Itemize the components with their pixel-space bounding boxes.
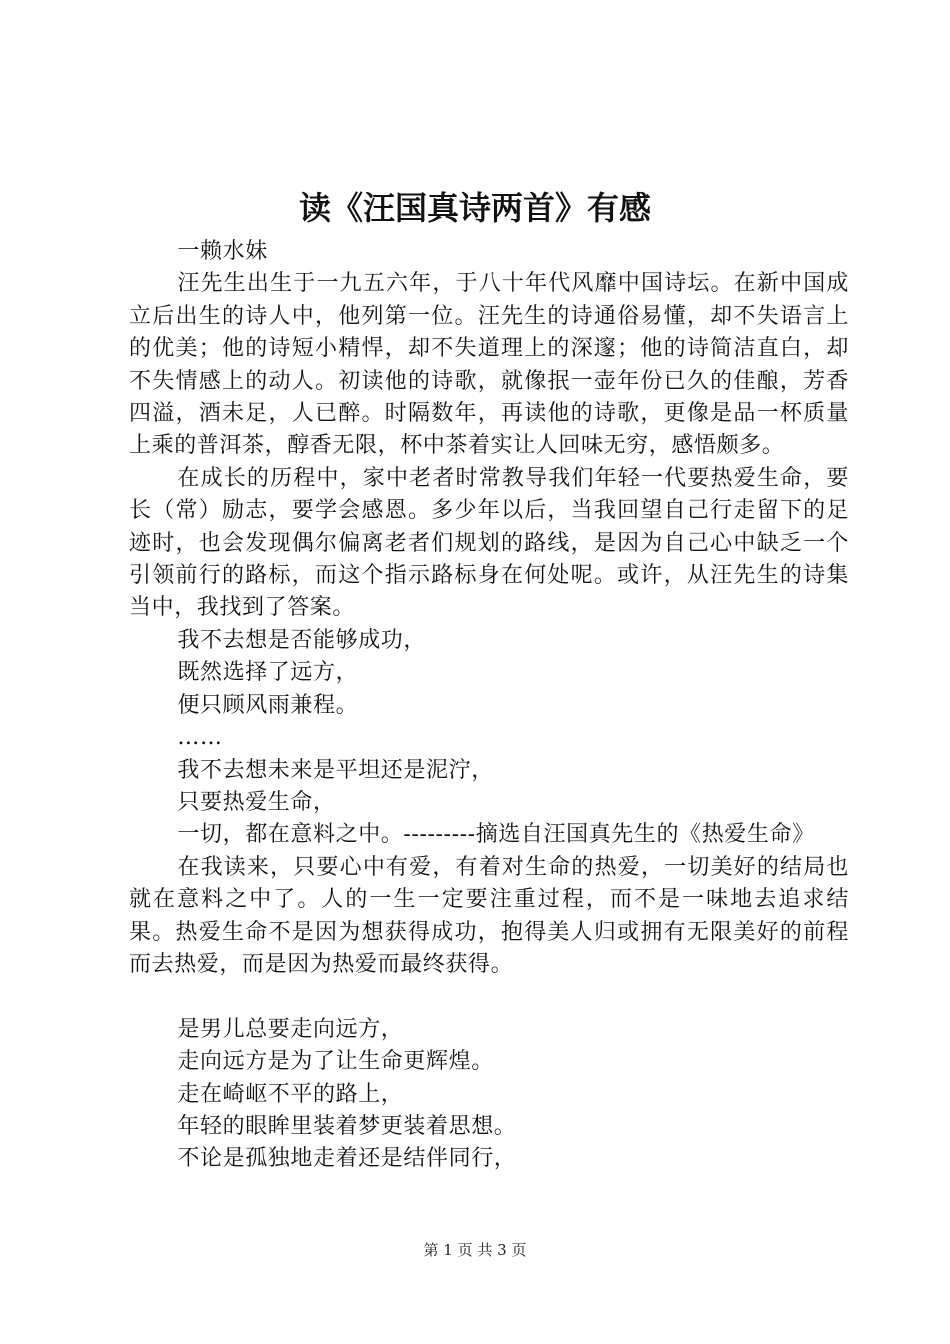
document-body [129,236,849,1176]
poem-2-line-4: 年轻的眼眸里装着梦更装着思想。 [177,1113,517,1139]
paragraph-1: 汪先生出生于一九五六年，于八十年代风靡中国诗坛。在新中国成立后出生的诗人中，他列第一位。汪先生的诗通俗易懂，却不失语言上的优美；他的诗短小精悍，却不失道理上的深邃；他的诗简洁直白，却不失情感上的动人。初读他的诗歌，就像抿一壶年份已久的佳酿，芳香四溢，酒未足，人已醉。时隔数年，再读他的诗歌，更像是品一杯质量上乘的普洱茶，醇香无限，杯中茶着实让人回味无穷，感悟颇多。 [129,271,849,459]
paragraph-2: 在成长的历程中，家中老者时常教导我们年轻一代要热爱生命，要长（常）励志，要学会感恩。多少年以后，当我回望自己行走留下的足迹时，也会发现偶尔偏离老者们规划的路线，是因为自己心中缺乏一个引领前行的路标，而这个指示路标身在何处呢。或许，从汪先生的诗集当中，我找到了答案。 [129,465,849,621]
document-title: 读《汪国真诗两首》有感 [298,189,651,227]
poem-1-line-2: 既然选择了远方， [177,660,359,686]
poem-2-line-3: 走在崎岖不平的路上， [177,1081,404,1107]
poem-1-ellipsis: …… [177,725,223,751]
poem-2-line-2: 走向远方是为了让生命更辉煌。 [177,1049,494,1075]
poem-2-line-1: 是男儿总要走向远方， [177,1016,404,1042]
author-line: 一赖水妹 [177,239,268,264]
page-footer: 第 1 页 共 3 页 [423,1241,527,1259]
poem-2-line-5: 不论是孤独地走着还是结伴同行， [177,1146,517,1172]
blank-line [129,981,849,1013]
poem-1-line-1: 我不去想是否能够成功， [177,627,426,653]
poem-1-line-6-with-source: 一切，都在意料之中。---------摘选自汪国真先生的《热爱生命》 [177,822,815,848]
poem-1-line-4: 我不去想未来是平坦还是泥泞， [177,757,494,783]
poem-1-line-5: 只要热爱生命， [177,789,336,815]
paragraph-3: 在我读来，只要心中有爱，有着对生命的热爱，一切美好的结局也就在意料之中了。人的一生一定要注重过程，而不是一味地去追求结果。热爱生命不是因为想获得成功，抱得美人归或拥有无限美好的前程而去热爱，而是因为热爱而最终获得。 [129,854,849,977]
poem-1-line-3: 便只顾风雨兼程。 [177,692,359,718]
